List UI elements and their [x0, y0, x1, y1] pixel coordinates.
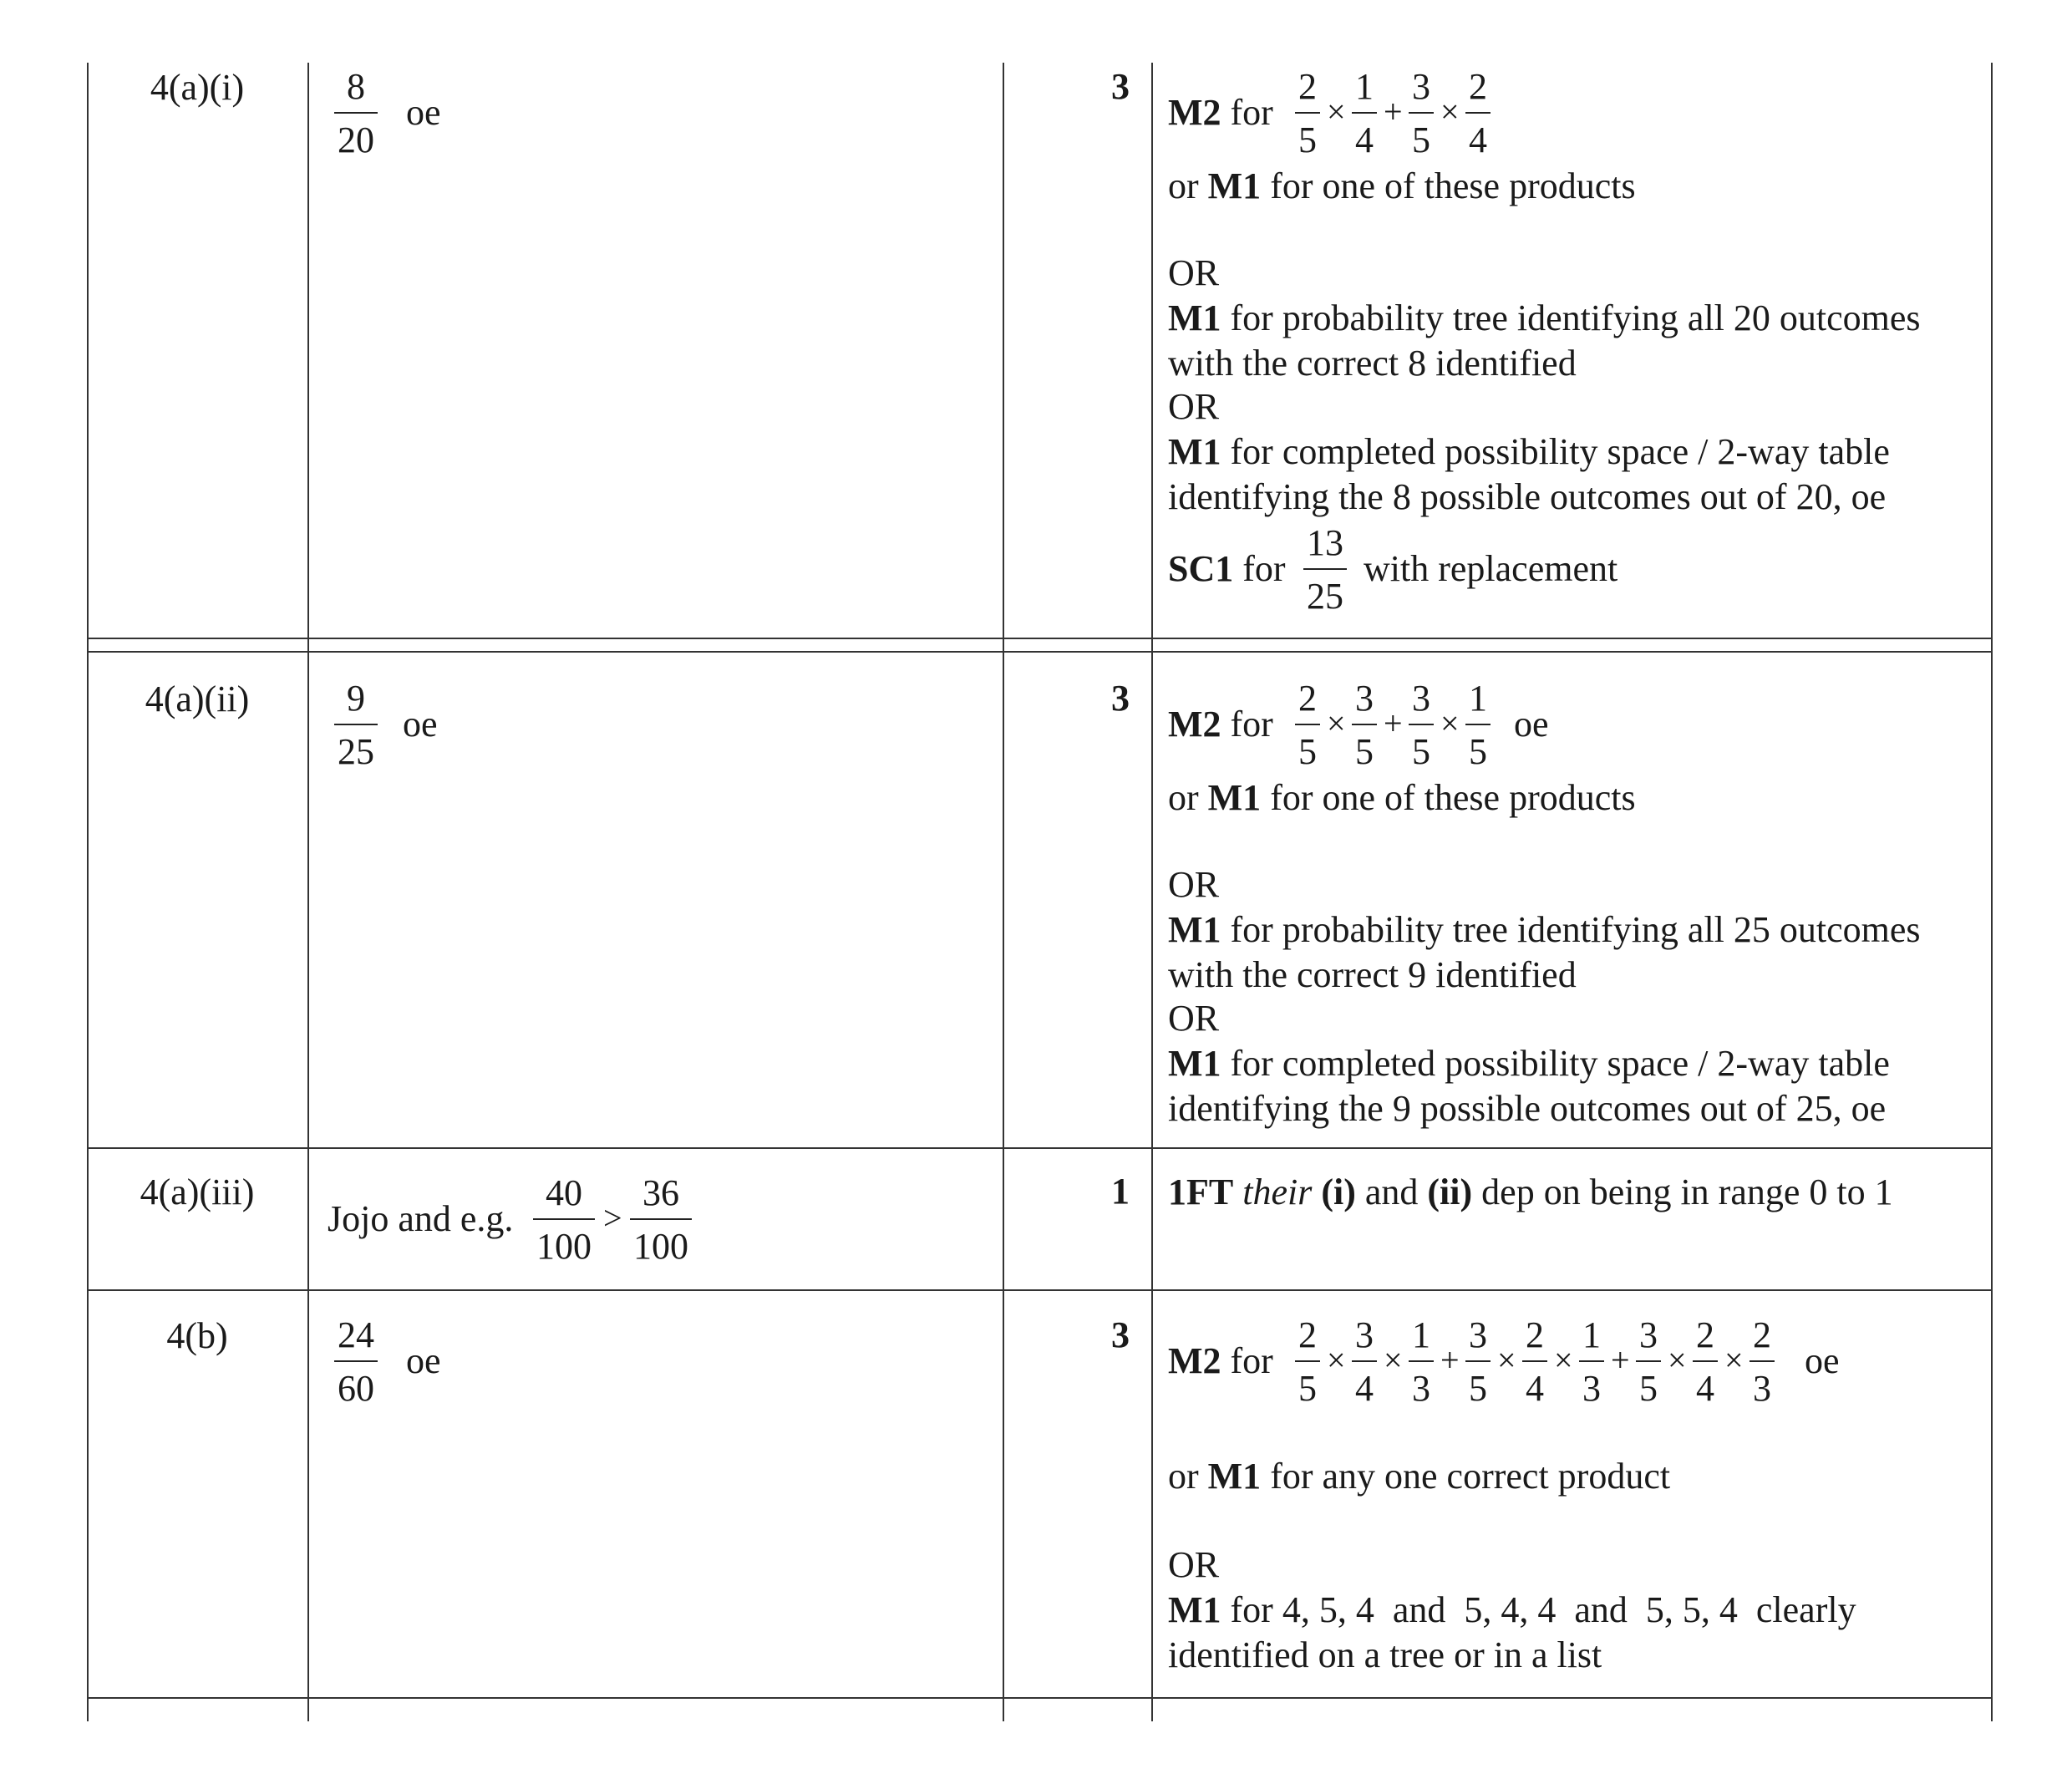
fraction-bar	[1352, 112, 1377, 114]
mark-code: M1	[1168, 1589, 1221, 1630]
fraction-bar	[1303, 568, 1347, 570]
answer-fraction	[533, 1173, 595, 1267]
answer-fraction	[334, 67, 378, 160]
denominator: 5	[1412, 119, 1430, 160]
denominator: 5	[1639, 1368, 1658, 1409]
fraction-bar	[1465, 112, 1491, 114]
numerator: 2	[1298, 1314, 1317, 1355]
guidance-sc1	[1168, 546, 1286, 591]
guidance-or: OR	[1168, 864, 1220, 905]
mark-code: 1FT	[1168, 1172, 1234, 1212]
marks-value: 3	[1111, 678, 1130, 719]
mark-code: M1	[1168, 297, 1221, 338]
numerator: 1	[1355, 66, 1374, 107]
denominator: 4	[1355, 119, 1374, 160]
guidance-or-prefix: or	[1168, 777, 1199, 818]
expression-fraction	[1352, 67, 1377, 160]
guidance-word: for	[1230, 704, 1273, 745]
fraction-bar	[1465, 724, 1491, 725]
guidance-text: for probability tree identifying all 20 outcomes	[1230, 297, 1921, 338]
mark-code: M1	[1168, 431, 1221, 472]
numerator: 1	[1469, 678, 1487, 719]
numerator: 3	[1412, 66, 1430, 107]
expression-fraction	[1636, 1315, 1661, 1409]
guidance-line: with the correct 9 identified	[1168, 954, 1577, 995]
times-sign: ×	[1554, 1341, 1573, 1379]
guidance-line	[1168, 430, 1890, 474]
question-label: 4(a)(ii)	[145, 679, 250, 719]
expression-fraction	[1579, 1315, 1604, 1409]
fraction-bar	[1693, 1360, 1718, 1362]
fraction-bar	[1750, 1360, 1775, 1362]
guidance-text: with replacement	[1364, 548, 1618, 589]
expression-fraction	[1693, 1315, 1718, 1409]
fraction-bar	[1352, 724, 1377, 725]
denominator: 5	[1469, 731, 1487, 772]
fraction-bar	[630, 1218, 692, 1220]
expression-fraction	[1465, 679, 1491, 772]
fraction-bar	[1352, 1360, 1377, 1362]
guidance-line: identifying the 9 possible outcomes out of 25, oe	[1168, 1088, 1887, 1129]
mark-code: M2	[1168, 704, 1221, 745]
part-ref-i: (i)	[1321, 1172, 1356, 1212]
fraction-bar	[334, 1360, 378, 1362]
mark-code: M2	[1168, 1340, 1221, 1381]
answer-fraction	[334, 679, 378, 772]
denominator: 100	[633, 1226, 688, 1267]
expression-fraction	[1295, 1315, 1320, 1409]
table-border-right	[1991, 63, 1993, 1721]
expression-fraction	[1465, 1315, 1491, 1409]
guidance-line	[1168, 907, 1921, 952]
numerator: 2	[1696, 1314, 1714, 1355]
denominator: 3	[1412, 1368, 1430, 1409]
fraction-bar	[1295, 1360, 1320, 1362]
numerator: 2	[1469, 66, 1487, 107]
question-label: 4(b)	[166, 1315, 228, 1356]
expression-fraction	[1750, 1315, 1775, 1409]
table-border-left	[87, 63, 89, 1721]
denominator: 3	[1753, 1368, 1771, 1409]
plus-sign: +	[1384, 93, 1403, 130]
times-sign: ×	[1327, 1341, 1346, 1379]
mark-code: M2	[1168, 92, 1221, 133]
sc1-fraction	[1303, 523, 1347, 617]
mark-code: M1	[1207, 1456, 1262, 1497]
fraction-bar	[1636, 1360, 1661, 1362]
guidance-line	[1168, 164, 1636, 208]
guidance-text: for completed possibility space / 2-way table	[1230, 1043, 1890, 1084]
fraction-bar	[1465, 1360, 1491, 1362]
numerator: 24	[338, 1314, 374, 1355]
guidance-word: for	[1242, 548, 1286, 589]
plus-sign: +	[1440, 1341, 1460, 1379]
times-sign: ×	[1497, 1341, 1516, 1379]
times-sign: ×	[1668, 1341, 1687, 1379]
guidance-text: dep on being in range 0 to 1	[1481, 1172, 1893, 1212]
numerator: 3	[1355, 678, 1374, 719]
denominator: 4	[1355, 1368, 1374, 1409]
marks-value: 3	[1111, 66, 1130, 107]
guidance-line	[1168, 1454, 1670, 1498]
times-sign: ×	[1440, 93, 1460, 130]
fraction-bar	[334, 112, 378, 114]
numerator: 1	[1412, 1314, 1430, 1355]
answer-suffix: oe	[403, 704, 438, 745]
times-sign: ×	[1327, 93, 1346, 130]
part-ref-ii: (ii)	[1427, 1172, 1473, 1212]
guidance-or: OR	[1168, 1544, 1220, 1585]
numerator: 2	[1526, 1314, 1544, 1355]
expression-fraction	[1295, 67, 1320, 160]
expression-fraction	[1409, 67, 1434, 160]
numerator: 3	[1412, 678, 1430, 719]
numerator: 3	[1639, 1314, 1658, 1355]
numerator: 1	[1582, 1314, 1601, 1355]
denominator: 25	[1307, 576, 1343, 617]
denominator: 20	[338, 119, 374, 160]
answer-text: Jojo and e.g.	[328, 1198, 514, 1239]
answer-suffix: oe	[406, 1340, 441, 1381]
fraction-bar	[1522, 1360, 1547, 1362]
plus-sign: +	[1384, 704, 1403, 742]
numerator: 2	[1753, 1314, 1771, 1355]
expression-fraction	[1522, 1315, 1547, 1409]
numerator: 40	[546, 1172, 582, 1213]
mark-code: SC1	[1168, 548, 1234, 589]
numerator: 13	[1307, 522, 1343, 563]
guidance-text: for one of these products	[1270, 777, 1636, 818]
guidance-ft	[1168, 1170, 1893, 1214]
guidance-or: OR	[1168, 998, 1220, 1039]
times-sign: ×	[1327, 704, 1346, 742]
guidance-suffix: oe	[1805, 1340, 1840, 1381]
column-divider-marks	[1003, 63, 1004, 1721]
expression-fraction	[1352, 1315, 1377, 1409]
guidance-line	[1168, 775, 1636, 820]
row-divider	[87, 1147, 1993, 1149]
fraction-bar	[334, 724, 378, 725]
guidance-m2	[1168, 90, 1273, 135]
expression-fraction	[1465, 67, 1491, 160]
fraction-bar	[1295, 724, 1320, 725]
guidance-m2	[1168, 1339, 1273, 1383]
row-divider	[87, 651, 1993, 653]
fraction-bar	[1579, 1360, 1604, 1362]
times-sign: ×	[1724, 1341, 1744, 1379]
denominator: 100	[536, 1226, 592, 1267]
guidance-or-prefix: or	[1168, 1456, 1199, 1497]
guidance-text: for one of these products	[1270, 165, 1636, 206]
denominator: 5	[1355, 731, 1374, 772]
row-divider	[87, 1289, 1993, 1291]
mark-code: M1	[1168, 1043, 1221, 1084]
denominator: 5	[1412, 731, 1430, 772]
guidance-or: OR	[1168, 386, 1220, 427]
numerator: 9	[347, 678, 365, 719]
question-label: 4(a)(i)	[150, 67, 245, 108]
denominator: 5	[1298, 119, 1317, 160]
denominator: 5	[1469, 1368, 1487, 1409]
guidance-line: identified on a tree or in a list	[1168, 1634, 1602, 1675]
answer-suffix: oe	[406, 92, 441, 133]
guidance-or: OR	[1168, 252, 1220, 293]
numerator: 2	[1298, 678, 1317, 719]
guidance-their: their	[1242, 1172, 1313, 1212]
plus-sign: +	[1611, 1341, 1630, 1379]
column-divider-answer	[307, 63, 309, 1721]
column-divider-guidance	[1151, 63, 1153, 1721]
guidance-m2	[1168, 702, 1273, 746]
answer-fraction	[630, 1173, 692, 1267]
expression-fraction	[1295, 679, 1320, 772]
question-label: 4(a)(iii)	[140, 1172, 255, 1212]
times-sign: ×	[1384, 1341, 1403, 1379]
denominator: 5	[1298, 731, 1317, 772]
guidance-line	[1168, 1588, 1856, 1632]
marks-value: 1	[1111, 1171, 1130, 1212]
denominator: 5	[1298, 1368, 1317, 1409]
fraction-bar	[533, 1218, 595, 1220]
fraction-bar	[1409, 112, 1434, 114]
guidance-line	[1168, 296, 1921, 340]
greater-than-sign: >	[603, 1199, 622, 1237]
guidance-text: for 4, 5, 4 and 5, 4, 4 and 5, 5, 4 clearly	[1230, 1589, 1856, 1630]
denominator: 60	[338, 1368, 374, 1409]
denominator: 4	[1696, 1368, 1714, 1409]
numerator: 36	[642, 1172, 679, 1213]
guidance-line: identifying the 8 possible outcomes out of 20, oe	[1168, 476, 1887, 517]
mark-code: M1	[1168, 909, 1221, 950]
guidance-suffix: oe	[1514, 704, 1549, 745]
fraction-bar	[1409, 724, 1434, 725]
fraction-bar	[1295, 112, 1320, 114]
numerator: 8	[347, 66, 365, 107]
guidance-word: for	[1230, 92, 1273, 133]
guidance-word: for	[1230, 1340, 1273, 1381]
numerator: 3	[1469, 1314, 1487, 1355]
expression-fraction	[1409, 679, 1434, 772]
fraction-bar	[1409, 1360, 1434, 1362]
expression-fraction	[1352, 679, 1377, 772]
numerator: 3	[1355, 1314, 1374, 1355]
guidance-or-prefix: or	[1168, 165, 1199, 206]
guidance-text: for any one correct product	[1270, 1456, 1671, 1497]
denominator: 4	[1469, 119, 1487, 160]
guidance-word: and	[1364, 1172, 1419, 1212]
numerator: 2	[1298, 66, 1317, 107]
guidance-text: for probability tree identifying all 25 outcomes	[1230, 909, 1921, 950]
denominator: 25	[338, 731, 374, 772]
mark-code: M1	[1207, 165, 1262, 206]
answer-fraction	[334, 1315, 378, 1409]
denominator: 3	[1582, 1368, 1601, 1409]
times-sign: ×	[1440, 704, 1460, 742]
denominator: 4	[1526, 1368, 1544, 1409]
guidance-line: with the correct 8 identified	[1168, 343, 1577, 384]
guidance-line	[1168, 1041, 1890, 1085]
marks-value: 3	[1111, 1314, 1130, 1355]
guidance-text: for completed possibility space / 2-way table	[1230, 431, 1890, 472]
expression-fraction	[1409, 1315, 1434, 1409]
row-divider	[87, 1697, 1993, 1699]
mark-code: M1	[1207, 777, 1262, 818]
row-divider	[87, 638, 1993, 639]
